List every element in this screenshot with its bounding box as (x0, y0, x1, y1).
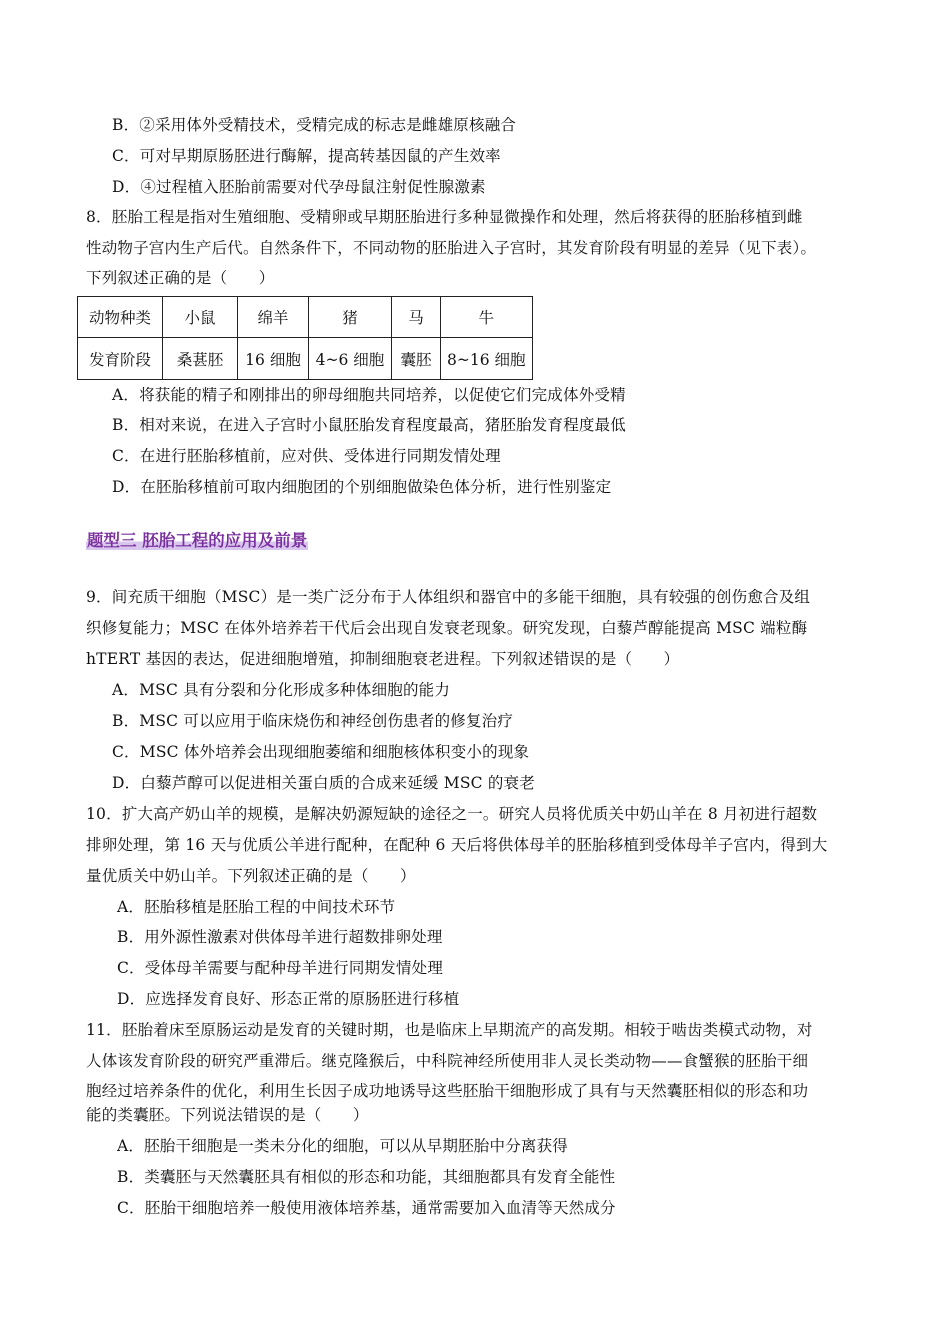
table-cell: 牛 (441, 297, 533, 338)
q8-stem-line-1: 8．胚胎工程是指对生殖细胞、受精卵或早期胚胎进行多种显微操作和处理，然后将获得的胚胎移植到雌 (86, 208, 803, 226)
q11-option-b: B．类囊胚与天然囊胚具有相似的形态和功能，其细胞都具有发育全能性 (117, 1168, 616, 1186)
table-cell: 动物种类 (78, 297, 163, 338)
q11-option-c: C．胚胎干细胞培养一般使用液体培养基，通常需要加入血清等天然成分 (117, 1199, 616, 1217)
q7-option-d: D．④过程植入胚胎前需要对代孕母鼠注射促性腺激素 (112, 178, 486, 196)
section-heading-text: 题型三 胚胎工程的应用及前景 (87, 531, 308, 550)
q10-stem-line-2: 排卵处理，第 16 天与优质公羊进行配种，在配种 6 天后将供体母羊的胚胎移植到受体母羊子宫内，得到大 (86, 836, 828, 854)
q9-option-d: D．白藜芦醇可以促进相关蛋白质的合成来延缓 MSC 的衰老 (112, 774, 535, 792)
table-cell: 4~6 细胞 (309, 338, 392, 380)
q9-option-c: C．MSC 体外培养会出现细胞萎缩和细胞核体积变小的现象 (112, 743, 530, 761)
q10-stem-line-3: 量优质关中奶山羊。下列叙述正确的是（ ） (86, 867, 416, 885)
q9-option-a: A．MSC 具有分裂和分化形成多种体细胞的能力 (112, 681, 451, 699)
table-cell: 8~16 细胞 (441, 338, 533, 380)
embryo-stage-table (77, 296, 533, 380)
q10-stem-line-1: 10．扩大高产奶山羊的规模，是解决奶源短缺的途径之一。研究人员将优质关中奶山羊在 8 月初进行超数 (86, 805, 818, 823)
table-cell: 囊胚 (392, 338, 441, 380)
q9-stem-line-2: 织修复能力；MSC 在体外培养若干代后会出现自发衰老现象。研究发现，白藜芦醇能提高 MSC 端粒酶 (86, 619, 808, 637)
q7-option-b: B．②采用体外受精技术，受精完成的标志是雌雄原核融合 (112, 116, 517, 134)
q8-stem-line-3: 下列叙述正确的是（ ） (86, 269, 275, 287)
section-heading (86, 528, 308, 554)
q8-stem-line-2: 性动物子宫内生产后代。自然条件下，不同动物的胚胎进入子宫时，其发育阶段有明显的差异（见下表）。 (86, 239, 817, 257)
q11-stem-line-1: 11．胚胎着床至原肠运动是发育的关键时期，也是临床上早期流产的高发期。相较于啮齿类模式动物，对 (86, 1021, 813, 1039)
q11-stem-line-4: 能的类囊胚。下列说法错误的是（ ） (86, 1106, 369, 1124)
q11-option-a: A．胚胎干细胞是一类未分化的细胞，可以从早期胚胎中分离获得 (117, 1137, 568, 1155)
q8-option-a: A．将获能的精子和刚排出的卵母细胞共同培养，以促使它们完成体外受精 (112, 386, 626, 404)
q8-option-d: D．在胚胎移植前可取内细胞团的个别细胞做染色体分析，进行性别鉴定 (112, 478, 612, 496)
table-cell: 猪 (309, 297, 392, 338)
q8-option-c: C．在进行胚胎移植前，应对供、受体进行同期发情处理 (112, 447, 501, 465)
table-cell: 绵羊 (238, 297, 309, 338)
table-header-row (78, 297, 533, 338)
q11-stem-line-2: 人体该发育阶段的研究严重滞后。继克隆猴后，中科院神经所使用非人灵长类动物——食蟹猴的胚胎干细 (86, 1052, 809, 1070)
table-cell: 16 细胞 (238, 338, 309, 380)
table-cell: 发育阶段 (78, 338, 163, 380)
q8-option-b: B．相对来说，在进入子宫时小鼠胚胎发育程度最高，猪胚胎发育程度最低 (112, 416, 626, 434)
table-cell: 桑葚胚 (163, 338, 238, 380)
q11-stem-line-3: 胞经过培养条件的优化，利用生长因子成功地诱导这些胚胎干细胞形成了具有与天然囊胚相似的形态和功 (86, 1082, 809, 1100)
q10-option-a: A．胚胎移植是胚胎工程的中间技术环节 (117, 898, 396, 916)
q10-option-c: C．受体母羊需要与配种母羊进行同期发情处理 (117, 959, 444, 977)
q10-option-b: B．用外源性激素对供体母羊进行超数排卵处理 (117, 928, 443, 946)
q7-option-c: C．可对早期原肠胚进行酶解，提高转基因鼠的产生效率 (112, 147, 501, 165)
table-cell: 马 (392, 297, 441, 338)
table-row (78, 338, 533, 380)
q9-stem-line-3: hTERT 基因的表达，促进细胞增殖，抑制细胞衰老进程。下列叙述错误的是（ ） (86, 650, 680, 668)
table-cell: 小鼠 (163, 297, 238, 338)
q9-option-b: B．MSC 可以应用于临床烧伤和神经创伤患者的修复治疗 (112, 712, 514, 730)
q10-option-d: D．应选择发育良好、形态正常的原肠胚进行移植 (117, 990, 460, 1008)
q9-stem-line-1: 9．间充质干细胞（MSC）是一类广泛分布于人体组织和器官中的多能干细胞，具有较强的创伤愈合及组 (86, 588, 811, 606)
